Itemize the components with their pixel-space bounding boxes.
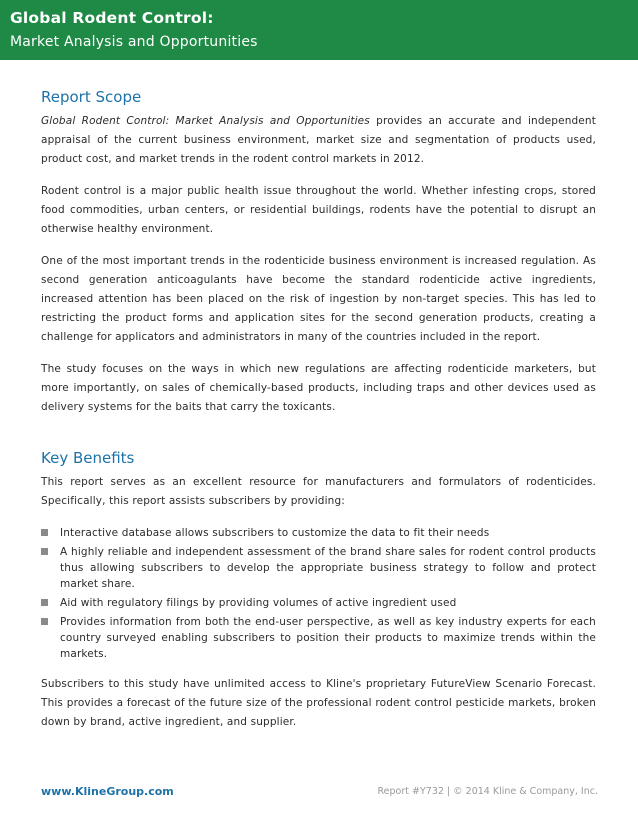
list-item-text: Provides information from both the end-user perspective, as well as key industry experts for each country surveyed enabling subscribers to position their products to maximize trends within the markets.	[60, 616, 596, 660]
square-bullet-icon	[41, 618, 48, 625]
footer-report-info: Report #Y732 | © 2014 Kline & Company, Inc.	[377, 786, 598, 797]
square-bullet-icon	[41, 548, 48, 555]
main-content	[41, 88, 596, 732]
closing-paragraph: Subscribers to this study have unlimited access to Kline's proprietary FutureView Scenario Forecast. This provides a forecast of the future size of the professional rodent control pesticide markets, broken down by brand, active ingredient, and supplier.	[41, 678, 596, 728]
list-item	[41, 525, 596, 541]
list-item	[41, 544, 596, 592]
list-item-text: A highly reliable and independent assessment of the brand share sales for rodent control products thus allowing subscribers to develop the appropriate business strategy to follow and protect market share.	[60, 546, 596, 590]
list-item-text: Interactive database allows subscribers to customize the data to fit their needs	[60, 527, 490, 539]
scope-paragraph-1-text: provides an accurate and independent appraisal of the current business environment, market size and segmentation of products used, product cost, and market trends in the rodent control markets in 2012.	[41, 115, 596, 165]
footer	[41, 785, 598, 801]
square-bullet-icon	[41, 599, 48, 606]
header-banner	[0, 0, 638, 60]
footer-website-link[interactable]: www.KlineGroup.com	[41, 785, 174, 798]
scope-paragraph-4: The study focuses on the ways in which new regulations are affecting rodenticide marketers, but more importantly, on sales of chemically-based products, including traps and other devices used as delivery systems for the baits that carry the toxicants.	[41, 363, 596, 413]
list-item-text: Aid with regulatory filings by providing volumes of active ingredient used	[60, 597, 457, 609]
square-bullet-icon	[41, 529, 48, 536]
benefits-intro: This report serves as an excellent resource for manufacturers and formulators of rodenticides. Specifically, this report assists subscribers by providing:	[41, 476, 596, 507]
benefits-list	[41, 525, 596, 662]
report-subtitle: Market Analysis and Opportunities	[10, 34, 258, 50]
list-item	[41, 595, 596, 611]
list-item	[41, 614, 596, 662]
report-title-italic: Global Rodent Control: Market Analysis and Opportunities	[41, 115, 370, 127]
report-title: Global Rodent Control:	[10, 9, 214, 27]
scope-paragraph-2: Rodent control is a major public health issue throughout the world. Whether infesting crops, stored food commodities, urban centers, or residential buildings, rodents have the potential to disrupt an otherwise healthy environment.	[41, 185, 596, 235]
report-scope-heading: Report Scope	[41, 88, 142, 106]
key-benefits-heading: Key Benefits	[41, 449, 135, 467]
scope-paragraph-1	[41, 112, 596, 169]
scope-paragraph-3: One of the most important trends in the rodenticide business environment is increased regulation. As second generation anticoagulants have become the standard rodenticide active ingredients, increased attention has been placed on the risk of ingestion by non-target species. This has led to restricting the product forms and application sites for the second generation products, creating a challenge for applicators and administrators in many of the countries included in the report.	[41, 255, 596, 343]
